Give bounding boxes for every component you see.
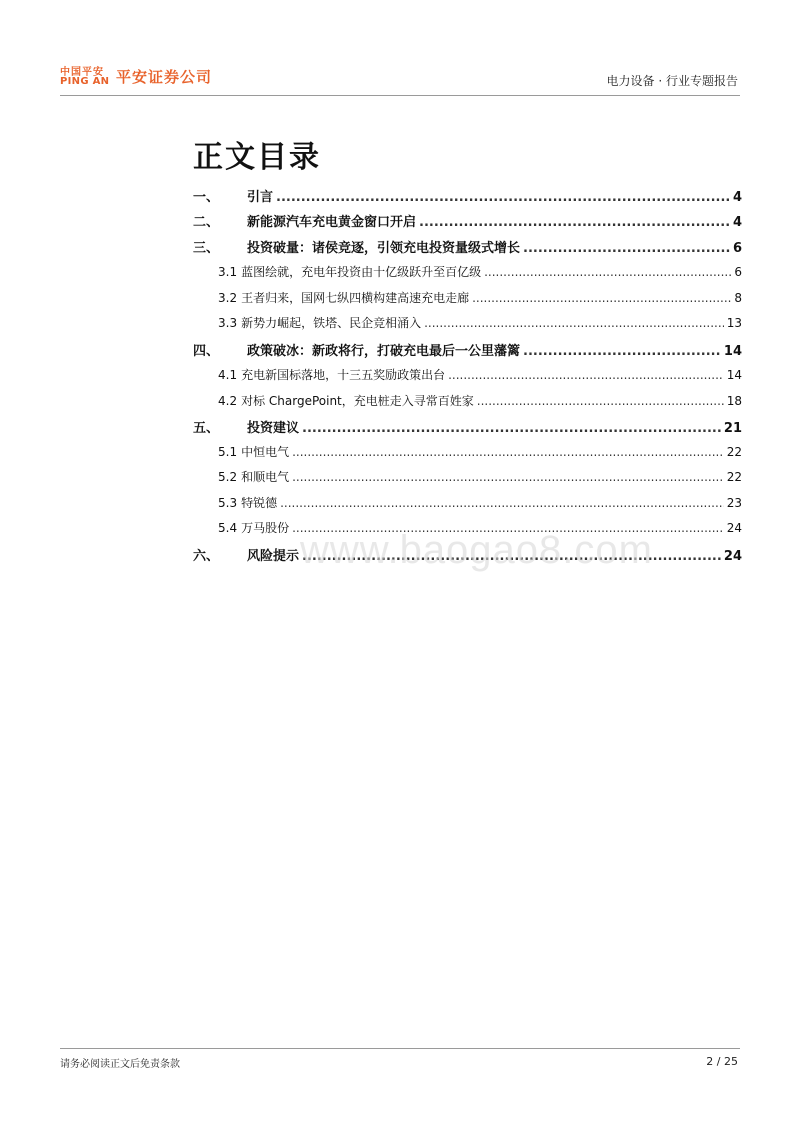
toc-entry-number: 5.1 bbox=[218, 445, 238, 459]
toc-entry-page: 6 bbox=[734, 265, 742, 279]
toc-leader-dots bbox=[523, 344, 721, 359]
toc-entry-label: 引言 bbox=[247, 190, 274, 205]
toc-entry-label: 对标 ChargePoint，充电桩走入寻常百姓家 bbox=[241, 394, 474, 408]
toc-entry[interactable] bbox=[193, 443, 742, 463]
toc-title: 正文目录 bbox=[193, 140, 321, 175]
toc-entry-page: 21 bbox=[723, 421, 742, 436]
toc-entry-page: 24 bbox=[723, 549, 742, 564]
toc-entry-page: 8 bbox=[734, 291, 742, 305]
toc-leader-dots bbox=[419, 215, 730, 230]
toc-leader-dots bbox=[424, 316, 724, 330]
toc-entry-number: 六、 bbox=[193, 549, 220, 564]
toc-entry-label: 充电新国标落地，十三五奖励政策出台 bbox=[241, 368, 446, 382]
footer-divider bbox=[60, 1048, 740, 1049]
toc-entry-label: 投资破量：诸侯竞逐，引领充电投资量级式增长 bbox=[247, 241, 521, 256]
toc-leader-dots bbox=[484, 265, 731, 279]
toc-leader-dots bbox=[292, 445, 724, 459]
toc-entry-label: 蓝图绘就，充电年投资由十亿级跃升至百亿级 bbox=[241, 265, 482, 279]
logo-chinese-small: 中国平安 bbox=[60, 67, 104, 78]
toc-leader-dots bbox=[302, 421, 721, 436]
toc-entry[interactable] bbox=[193, 366, 742, 386]
toc-entry-number: 一、 bbox=[193, 190, 220, 205]
toc-entry-number: 5.3 bbox=[218, 496, 238, 510]
toc-entry-label: 新势力崛起，铁塔、民企竞相涌入 bbox=[241, 316, 422, 330]
toc-entry-page: 22 bbox=[726, 445, 742, 459]
toc-entry[interactable] bbox=[193, 186, 742, 206]
logo-company-name: 平安证券公司 bbox=[116, 68, 213, 86]
toc-entry-label: 政策破冰：新政将行，打破充电最后一公里藩篱 bbox=[247, 344, 521, 359]
toc-entry-page: 22 bbox=[726, 470, 742, 484]
toc-entry-label: 和顺电气 bbox=[241, 470, 290, 484]
page-header bbox=[0, 0, 800, 100]
toc-entry-number: 四、 bbox=[193, 344, 220, 359]
toc-entry[interactable] bbox=[193, 289, 742, 309]
toc-entry[interactable] bbox=[193, 392, 742, 412]
toc-entry-page: 18 bbox=[726, 394, 742, 408]
toc-entry-page: 4 bbox=[732, 190, 742, 205]
toc-entry[interactable] bbox=[193, 340, 742, 360]
toc-entry[interactable] bbox=[193, 468, 742, 488]
toc-entry-number: 三、 bbox=[193, 241, 220, 256]
logo-english: PING AN bbox=[60, 76, 110, 87]
toc-leader-dots bbox=[276, 190, 730, 205]
toc-leader-dots bbox=[448, 368, 724, 382]
toc-entry-label: 王者归来，国网七纵四横构建高速充电走廊 bbox=[241, 291, 470, 305]
watermark: www.baogao8.com bbox=[300, 528, 653, 572]
toc-entry[interactable] bbox=[193, 263, 742, 283]
toc-leader-dots bbox=[523, 241, 730, 256]
toc-leader-dots bbox=[477, 394, 724, 408]
toc-leader-dots bbox=[292, 470, 724, 484]
toc-entry-number: 5.4 bbox=[218, 521, 238, 535]
toc-entry-page: 14 bbox=[726, 368, 742, 382]
toc-entry-page: 14 bbox=[723, 344, 742, 359]
toc-entry-number: 5.2 bbox=[218, 470, 238, 484]
toc-entry-label: 特锐德 bbox=[241, 496, 278, 510]
toc-entry-number: 五、 bbox=[193, 421, 220, 436]
toc-entry-page: 4 bbox=[732, 215, 742, 230]
toc-entry-label: 投资建议 bbox=[247, 421, 300, 436]
toc-entry-page: 13 bbox=[726, 316, 742, 330]
toc-entry-number: 二、 bbox=[193, 215, 220, 230]
toc-entry-page: 24 bbox=[726, 521, 742, 535]
toc-entry-page: 23 bbox=[726, 496, 742, 510]
toc-entry[interactable] bbox=[193, 417, 742, 437]
toc-leader-dots bbox=[472, 291, 731, 305]
toc-entry-number: 4.1 bbox=[218, 368, 238, 382]
page-indicator: 2 / 25 bbox=[706, 1055, 738, 1068]
footer-disclaimer: 请务必阅读正文后免责条款 bbox=[60, 1059, 180, 1070]
toc-entry-number: 4.2 bbox=[218, 394, 238, 408]
toc-entry-page: 6 bbox=[732, 241, 742, 256]
toc-entry-label: 万马股份 bbox=[241, 521, 290, 535]
toc-entry-label: 中恒电气 bbox=[241, 445, 290, 459]
report-type: 电力设备 · 行业专题报告 bbox=[606, 74, 738, 88]
toc-entry-number: 3.3 bbox=[218, 316, 238, 330]
header-divider bbox=[60, 95, 740, 96]
toc-entry-label: 风险提示 bbox=[247, 549, 300, 564]
toc-entry[interactable] bbox=[193, 314, 742, 334]
toc-entry[interactable] bbox=[193, 494, 742, 514]
toc-entry[interactable] bbox=[193, 237, 742, 257]
toc-entry-label: 新能源汽车充电黄金窗口开启 bbox=[247, 215, 417, 230]
toc-entry-number: 3.2 bbox=[218, 291, 238, 305]
toc-entry-number: 3.1 bbox=[218, 265, 238, 279]
toc-entry[interactable] bbox=[193, 211, 742, 231]
toc-leader-dots bbox=[280, 496, 724, 510]
